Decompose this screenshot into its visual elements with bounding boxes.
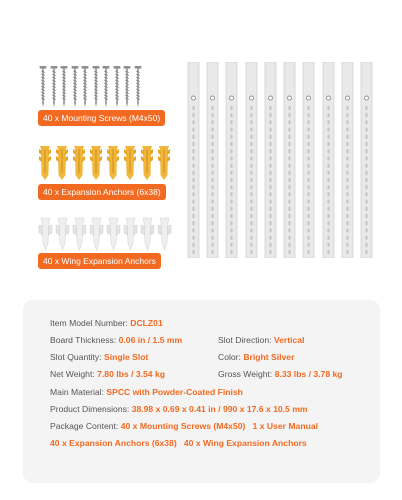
screw-icon [49, 66, 60, 110]
slotted-rail [206, 62, 219, 258]
wing-anchor-icon [72, 217, 89, 253]
wing-anchor-icon [157, 217, 174, 253]
screw-icon [133, 66, 144, 110]
spec-thickness-value: 0.06 in / 1.5 mm [118, 335, 183, 345]
wing-anchor-icon [89, 217, 106, 253]
spec-package-line2 [50, 437, 307, 449]
screw-icon [101, 66, 112, 110]
wing-anchor-icon [38, 217, 55, 253]
screw-icon [112, 66, 123, 110]
expansion-anchor-icon [140, 145, 157, 183]
spec-material-label: Main Material: [50, 387, 107, 397]
slotted-rail [302, 62, 315, 258]
spec-model-label: Item Model Number: [50, 318, 131, 328]
spec-slot-direction-value: Vertical [273, 335, 305, 345]
screw-icon [59, 66, 70, 110]
expansion-anchor-icon [72, 145, 89, 183]
spec-slot-quantity [50, 351, 148, 363]
slotted-rail [360, 62, 373, 258]
slotted-rail [283, 62, 296, 258]
expansion-anchors-group [38, 145, 178, 205]
spec-dimensions [50, 403, 308, 415]
spec-package-manual: 1 x User Manual [252, 421, 318, 431]
expansion-anchors-label: 40 x Expansion Anchors (6x38) [38, 184, 166, 200]
wing-anchor-icon [140, 217, 157, 253]
spec-package [50, 420, 318, 432]
spec-model-value: DCLZ01 [130, 318, 163, 328]
wing-anchors-label: 40 x Wing Expansion Anchors [38, 253, 161, 269]
spec-material [50, 386, 243, 398]
screw-icon [122, 66, 133, 110]
wing-anchor-icon [123, 217, 140, 253]
screw-icon [91, 66, 102, 110]
spec-gross-weight-label: Gross Weight: [218, 369, 275, 379]
expansion-anchor-icon [123, 145, 140, 183]
spec-color-label: Color: [218, 352, 244, 362]
slotted-rail [187, 62, 200, 258]
spec-dimensions-label: Product Dimensions: [50, 404, 132, 414]
wing-anchors-group [38, 217, 178, 273]
spec-package-screws: 40 x Mounting Screws (M4x50) [120, 421, 246, 431]
spec-gross-weight-value: 8.33 lbs / 3.78 kg [274, 369, 343, 379]
spec-material-value: SPCC with Powder-Coated Finish [106, 387, 243, 397]
spec-gross-weight [218, 368, 343, 380]
spec-thickness [50, 334, 182, 346]
spec-package-expansion-anchors: 40 x Expansion Anchors (6x38) [50, 438, 177, 448]
spec-net-weight-label: Net Weight: [50, 369, 98, 379]
spec-color [218, 351, 294, 363]
spec-package-label: Package Content: [50, 421, 121, 431]
spec-slot-direction [218, 334, 304, 346]
spec-thickness-label: Board Thickness: [50, 335, 119, 345]
wing-anchors-row [38, 217, 174, 253]
screw-icon [38, 66, 49, 110]
expansion-anchor-icon [106, 145, 123, 183]
screws-row [38, 66, 143, 110]
slotted-rails [187, 62, 373, 262]
screws-group [38, 66, 178, 126]
spec-slot-quantity-value: Single Slot [103, 352, 149, 362]
screw-icon [80, 66, 91, 110]
slotted-rail [225, 62, 238, 258]
spec-package-wing-anchors: 40 x Wing Expansion Anchors [183, 438, 307, 448]
expansion-anchor-icon [89, 145, 106, 183]
slotted-rail [264, 62, 277, 258]
wing-anchor-icon [55, 217, 72, 253]
spec-color-value: Bright Silver [243, 352, 295, 362]
spec-net-weight-value: 7.80 lbs / 3.54 kg [97, 369, 165, 379]
screw-icon [70, 66, 81, 110]
spec-model [50, 317, 163, 329]
spec-card [23, 300, 380, 483]
spec-slot-direction-label: Slot Direction: [218, 335, 274, 345]
spec-dimensions-value: 38.98 x 0.69 x 0.41 in / 990 x 17.6 x 10.5 mm [131, 404, 308, 414]
expansion-anchor-icon [38, 145, 55, 183]
expansion-anchor-icon [55, 145, 72, 183]
spec-net-weight [50, 368, 165, 380]
expansion-anchor-icon [157, 145, 174, 183]
spec-slot-quantity-label: Slot Quantity: [50, 352, 104, 362]
slotted-rail [322, 62, 335, 258]
slotted-rail [341, 62, 354, 258]
wing-anchor-icon [106, 217, 123, 253]
slotted-rail [245, 62, 258, 258]
expansion-anchors-row [38, 145, 174, 183]
screws-label: 40 x Mounting Screws (M4x50) [38, 110, 165, 126]
